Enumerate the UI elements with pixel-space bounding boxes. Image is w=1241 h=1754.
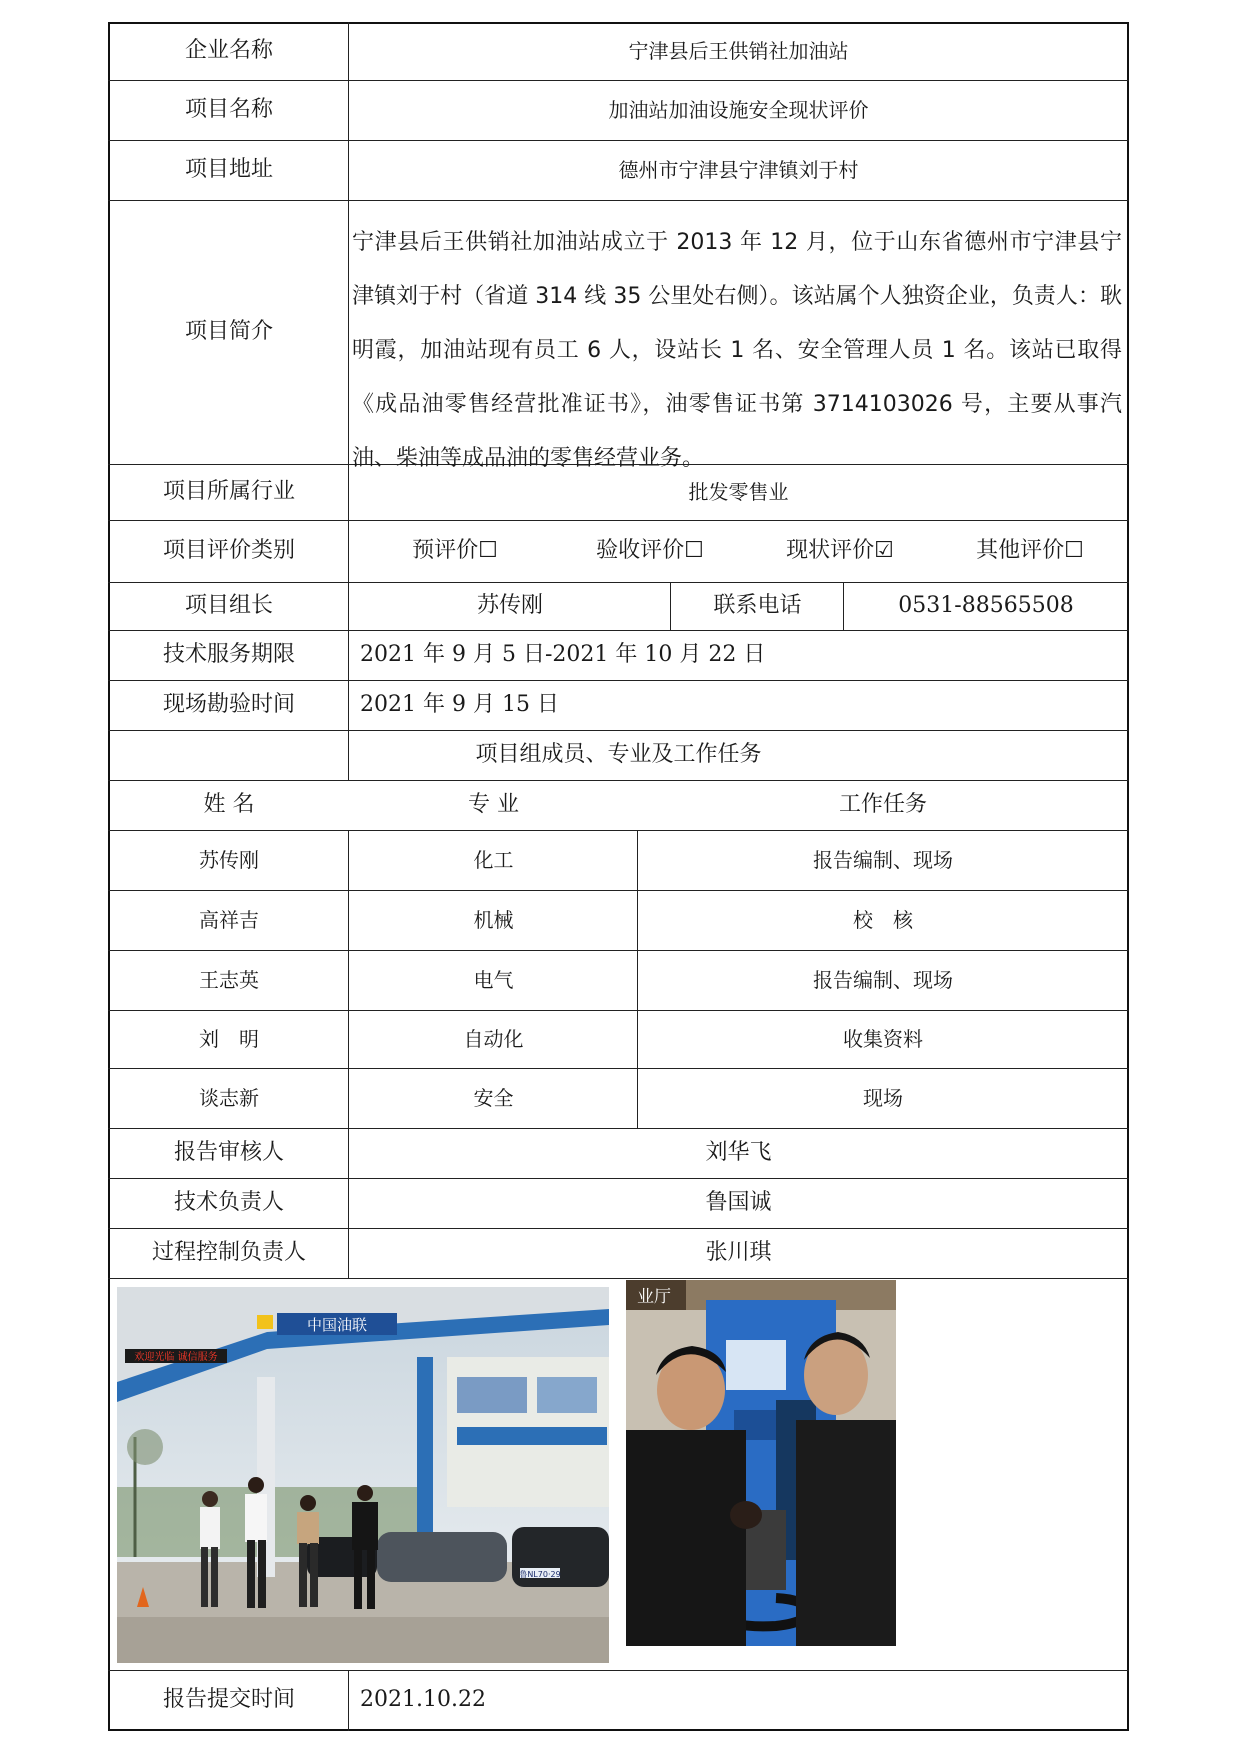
survey-label: 现场勘验时间 xyxy=(162,692,295,717)
company-value: 宁津县后王供销社加油站 xyxy=(628,39,849,63)
company-label: 企业名称 xyxy=(184,38,273,63)
leader-value: 苏传刚 xyxy=(476,593,543,618)
category-option-current[interactable]: 现状评价☑ xyxy=(786,538,894,563)
project-value: 加油站加油设施安全现状评价 xyxy=(608,98,869,122)
team-row-name: 王志英 xyxy=(199,968,259,992)
team-row-task: 报告编制、现场 xyxy=(813,848,953,872)
inspection-photo xyxy=(626,1280,896,1646)
intro-text: 宁津县后王供销社加油站成立于 2013 年 12 月，位于山东省德州市宁津县宁津镇刘于村（省道 314 线 35 公里处右侧）。该站属个人独资企业，负责人：耿明霞，加油站现有员工 6 人，设站长 1 名、安全管理人员 1 名。该站已取得《成品油零售经营批准证书》，油零售证书第 3714103026 号，主要从事汽油、柴油等成品油的零售经营业务。 xyxy=(352,230,1122,471)
team-row-major: 化工 xyxy=(473,848,514,872)
phone-label: 联系电话 xyxy=(713,593,802,618)
team-row-task: 报告编制、现场 xyxy=(813,968,953,992)
team-heading: 项目组成员、专业及工作任务 xyxy=(475,742,762,767)
industry-label: 项目所属行业 xyxy=(162,479,295,504)
team-row-name: 苏传刚 xyxy=(199,848,259,872)
team-row-major: 自动化 xyxy=(463,1027,524,1051)
station-sign: 中国油联 xyxy=(306,1316,368,1334)
reviewer-value: 刘华飞 xyxy=(705,1140,772,1165)
team-col-task: 工作任务 xyxy=(838,792,927,817)
team-row-task: 收集资料 xyxy=(843,1027,923,1051)
submit-label: 报告提交时间 xyxy=(162,1686,295,1712)
team-col-major: 专 业 xyxy=(468,792,519,817)
address-value: 德州市宁津县宁津镇刘于村 xyxy=(618,158,859,182)
team-row-major: 安全 xyxy=(473,1086,514,1110)
team-row-major: 机械 xyxy=(473,908,514,932)
project-label: 项目名称 xyxy=(184,97,273,122)
team-row-name: 高祥吉 xyxy=(199,908,259,932)
process-lead-value: 张川琪 xyxy=(705,1240,772,1265)
intro-label: 项目简介 xyxy=(184,319,273,344)
tech-lead-label: 技术负责人 xyxy=(173,1190,284,1215)
gas-station-photo xyxy=(117,1287,609,1663)
category-option-acceptance[interactable]: 验收评价☐ xyxy=(596,538,704,563)
reviewer-label: 报告审核人 xyxy=(173,1140,284,1165)
submit-value: 2021.10.22 xyxy=(360,1686,486,1712)
phone-value: 0531-88565508 xyxy=(898,593,1074,618)
station-led: 欢迎光临 诚信服务 xyxy=(134,1352,218,1363)
team-row-name: 刘 明 xyxy=(199,1027,259,1051)
team-row-task: 现场 xyxy=(863,1086,903,1110)
category-option-other[interactable]: 其他评价☐ xyxy=(976,538,1084,563)
service-value: 2021 年 9 月 5 日-2021 年 10 月 22 日 xyxy=(360,642,766,667)
category-label: 项目评价类别 xyxy=(162,538,295,563)
address-label: 项目地址 xyxy=(184,157,273,182)
hall-sign: 业厅 xyxy=(637,1287,671,1307)
process-lead-label: 过程控制负责人 xyxy=(151,1240,306,1265)
car-plate: 鲁NL70·29 xyxy=(519,1570,561,1579)
team-row-name: 谈志新 xyxy=(199,1086,259,1110)
tech-lead-value: 鲁国诚 xyxy=(705,1190,772,1215)
survey-value: 2021 年 9 月 15 日 xyxy=(360,692,559,717)
industry-value: 批发零售业 xyxy=(688,480,789,504)
team-col-name: 姓 名 xyxy=(203,792,255,817)
leader-label: 项目组长 xyxy=(184,593,273,618)
category-option-pre[interactable]: 预评价☐ xyxy=(412,538,498,563)
service-label: 技术服务期限 xyxy=(162,642,295,667)
team-row-task: 校 核 xyxy=(853,908,913,932)
team-row-major: 电气 xyxy=(473,968,514,992)
